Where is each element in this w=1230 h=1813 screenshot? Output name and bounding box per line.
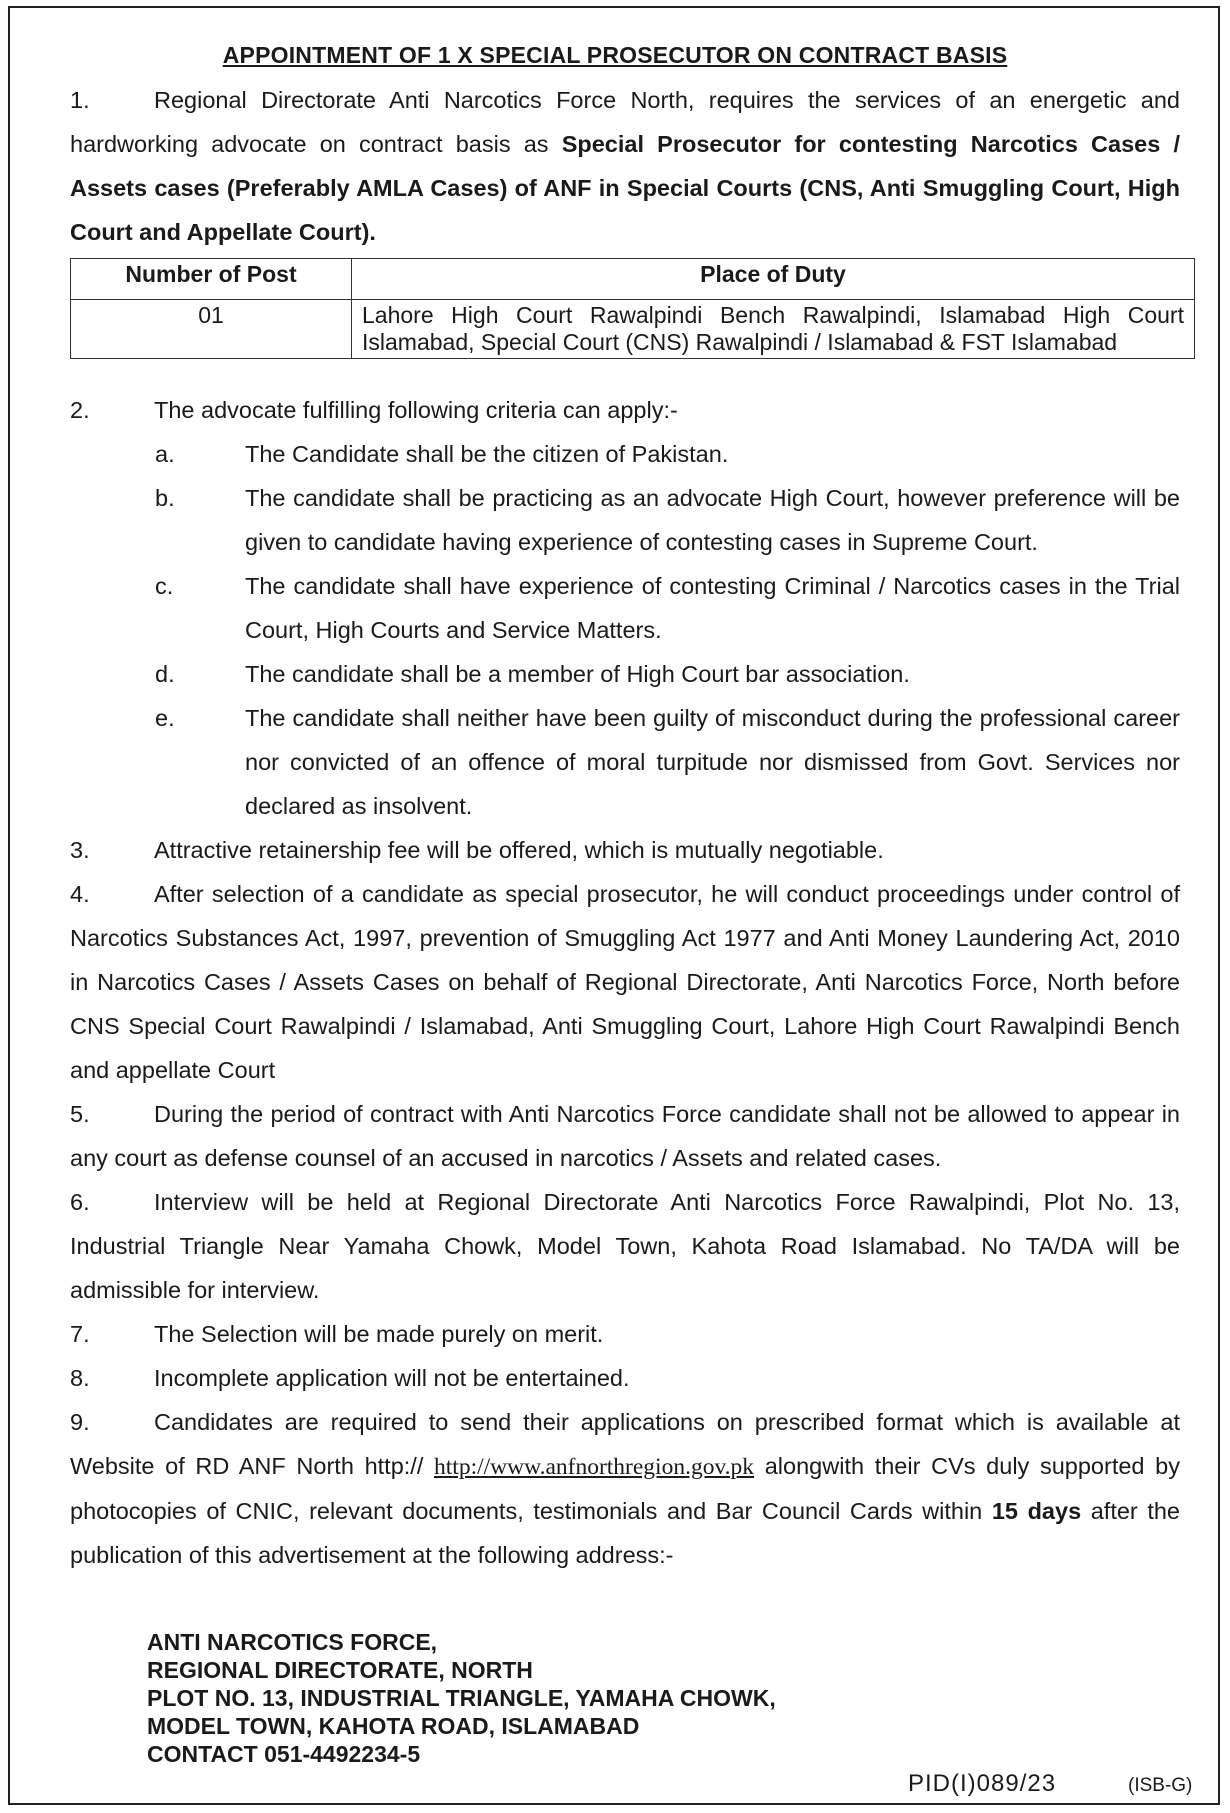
contact-line: CONTACT 051-4492234-5 xyxy=(147,1741,421,1767)
address-line: ANTI NARCOTICS FORCE, xyxy=(147,1629,438,1655)
table-header-row xyxy=(71,259,1195,300)
deadline-text: 15 days xyxy=(991,1498,1082,1524)
paragraph-4 xyxy=(70,872,1180,1092)
cell-place-of-duty: Lahore High Court Rawalpindi Bench Rawalpindi, Islamabad High Court Islamabad, Special Court (CNS) Rawalpindi / Islamabad & FST Islamabad xyxy=(352,300,1195,359)
criterion-text: The Candidate shall be the citizen of Pakistan. xyxy=(245,441,729,467)
criterion-d xyxy=(155,652,1180,696)
paragraph-text: Candidates are required to send their applications on prescribed format which is available at Website of RD ANF North http:// xyxy=(70,1409,1180,1479)
column-header-place: Place of Duty xyxy=(352,259,1195,300)
paragraph-text: Attractive retainership fee will be offered, which is mutually negotiable. xyxy=(154,837,884,863)
paragraph-text: Interview will be held at Regional Directorate Anti Narcotics Force Rawalpindi, Plot No. 13, Industrial Triangle Near Yamaha Chowk, Model Town, Kahota Road Islamabad. No TA/DA will be admissible for interview. xyxy=(70,1189,1180,1303)
paragraph-number: 7. xyxy=(70,1321,90,1347)
paragraph-text: alongwith their CVs duly supported by photocopies of CNIC, relevant documents, testimonials and Bar Council Cards within xyxy=(70,1453,1180,1524)
paragraph-5 xyxy=(70,1092,1180,1180)
paragraph-text: The Selection will be made purely on merit. xyxy=(154,1321,604,1347)
paragraph-number: 1. xyxy=(70,87,90,113)
criterion-letter: b. xyxy=(155,485,175,511)
mailing-address xyxy=(147,1628,776,1768)
paragraph-number: 5. xyxy=(70,1101,90,1127)
paragraph-3 xyxy=(70,828,1180,872)
address-line: REGIONAL DIRECTORATE, NORTH xyxy=(147,1657,533,1683)
duty-table xyxy=(70,258,1195,359)
paragraph-7 xyxy=(70,1312,1180,1356)
criterion-letter: d. xyxy=(155,661,175,687)
criterion-text: The candidate shall be practicing as an advocate High Court, however preference will be given to candidate having experience of contesting cases in Supreme Court. xyxy=(245,485,1180,555)
criterion-letter: e. xyxy=(155,705,175,731)
isb-code: (ISB-G) xyxy=(1128,1775,1193,1796)
paragraph-text: Incomplete application will not be entertained. xyxy=(154,1365,630,1391)
paragraph-number: 3. xyxy=(70,837,90,863)
paragraph-text: After selection of a candidate as special prosecutor, he will conduct proceedings under control of Narcotics Substances Act, 1997, prevention of Smuggling Act 1977 and Anti Money Laundering Act, 2010 in Narcotics Cases / Assets Cases on behalf of Regional Directorate, Anti Narcotics Force, North before CNS Special Court Rawalpindi / Islamabad, Anti Smuggling Court, Lahore High Court Rawalpindi Bench and appellate Court xyxy=(70,881,1180,1083)
address-line: MODEL TOWN, KAHOTA ROAD, ISLAMABAD xyxy=(147,1713,640,1739)
paragraph-number: 8. xyxy=(70,1365,90,1391)
criterion-c xyxy=(155,564,1180,652)
paragraph-number: 2. xyxy=(70,397,90,423)
pid-reference: PID(I)089/23 xyxy=(908,1770,1057,1797)
website-link[interactable]: http://www.anfnorthregion.gov.pk xyxy=(434,1454,755,1480)
paragraph-text: Regional Directorate Anti Narcotics Force North, requires the services of an energetic and hardworking advocate on contract basis as xyxy=(70,87,1180,157)
paragraph-8 xyxy=(70,1356,1180,1400)
criterion-b xyxy=(155,476,1180,564)
paragraph-text: During the period of contract with Anti Narcotics Force candidate shall not be allowed to appear in any court as defense counsel of an accused in narcotics / Assets and related cases. xyxy=(70,1101,1180,1171)
paragraph-9 xyxy=(70,1400,1180,1577)
paragraph-2 xyxy=(70,388,1180,432)
criterion-text: The candidate shall have experience of contesting Criminal / Narcotics cases in the Trial Court, High Courts and Service Matters. xyxy=(245,573,1180,643)
criterion-text: The candidate shall be a member of High Court bar association. xyxy=(245,661,910,687)
criterion-text: The candidate shall neither have been guilty of misconduct during the professional career nor convicted of an offence of moral turpitude nor dismissed from Govt. Services nor declared as insolvent. xyxy=(245,705,1180,819)
paragraph-1 xyxy=(70,78,1180,254)
paragraph-6 xyxy=(70,1180,1180,1312)
criterion-e xyxy=(155,696,1180,828)
criterion-a xyxy=(155,432,1180,476)
table-row xyxy=(71,300,1195,359)
document-title: APPOINTMENT OF 1 X SPECIAL PROSECUTOR ON CONTRACT BASIS xyxy=(222,42,1008,68)
paragraph-bold-text: Special Prosecutor for contesting Narcotics Cases / Assets cases (Preferably AMLA Cases) of ANF in Special Courts (CNS, Anti Smuggling Court, High Court and Appellate Court). xyxy=(70,131,1180,245)
address-line: PLOT NO. 13, INDUSTRIAL TRIANGLE, YAMAHA CHOWK, xyxy=(147,1685,776,1711)
paragraph-number: 4. xyxy=(70,881,90,907)
column-header-number: Number of Post xyxy=(71,259,352,300)
paragraph-number: 9. xyxy=(70,1409,90,1435)
cell-number-of-post: 01 xyxy=(71,300,352,359)
criterion-letter: c. xyxy=(155,573,174,599)
criterion-letter: a. xyxy=(155,441,175,467)
paragraph-text: The advocate fulfilling following criteria can apply:- xyxy=(154,397,678,423)
paragraph-number: 6. xyxy=(70,1189,90,1215)
paragraph-text: after the publication of this advertisement at the following address:- xyxy=(70,1498,1181,1568)
